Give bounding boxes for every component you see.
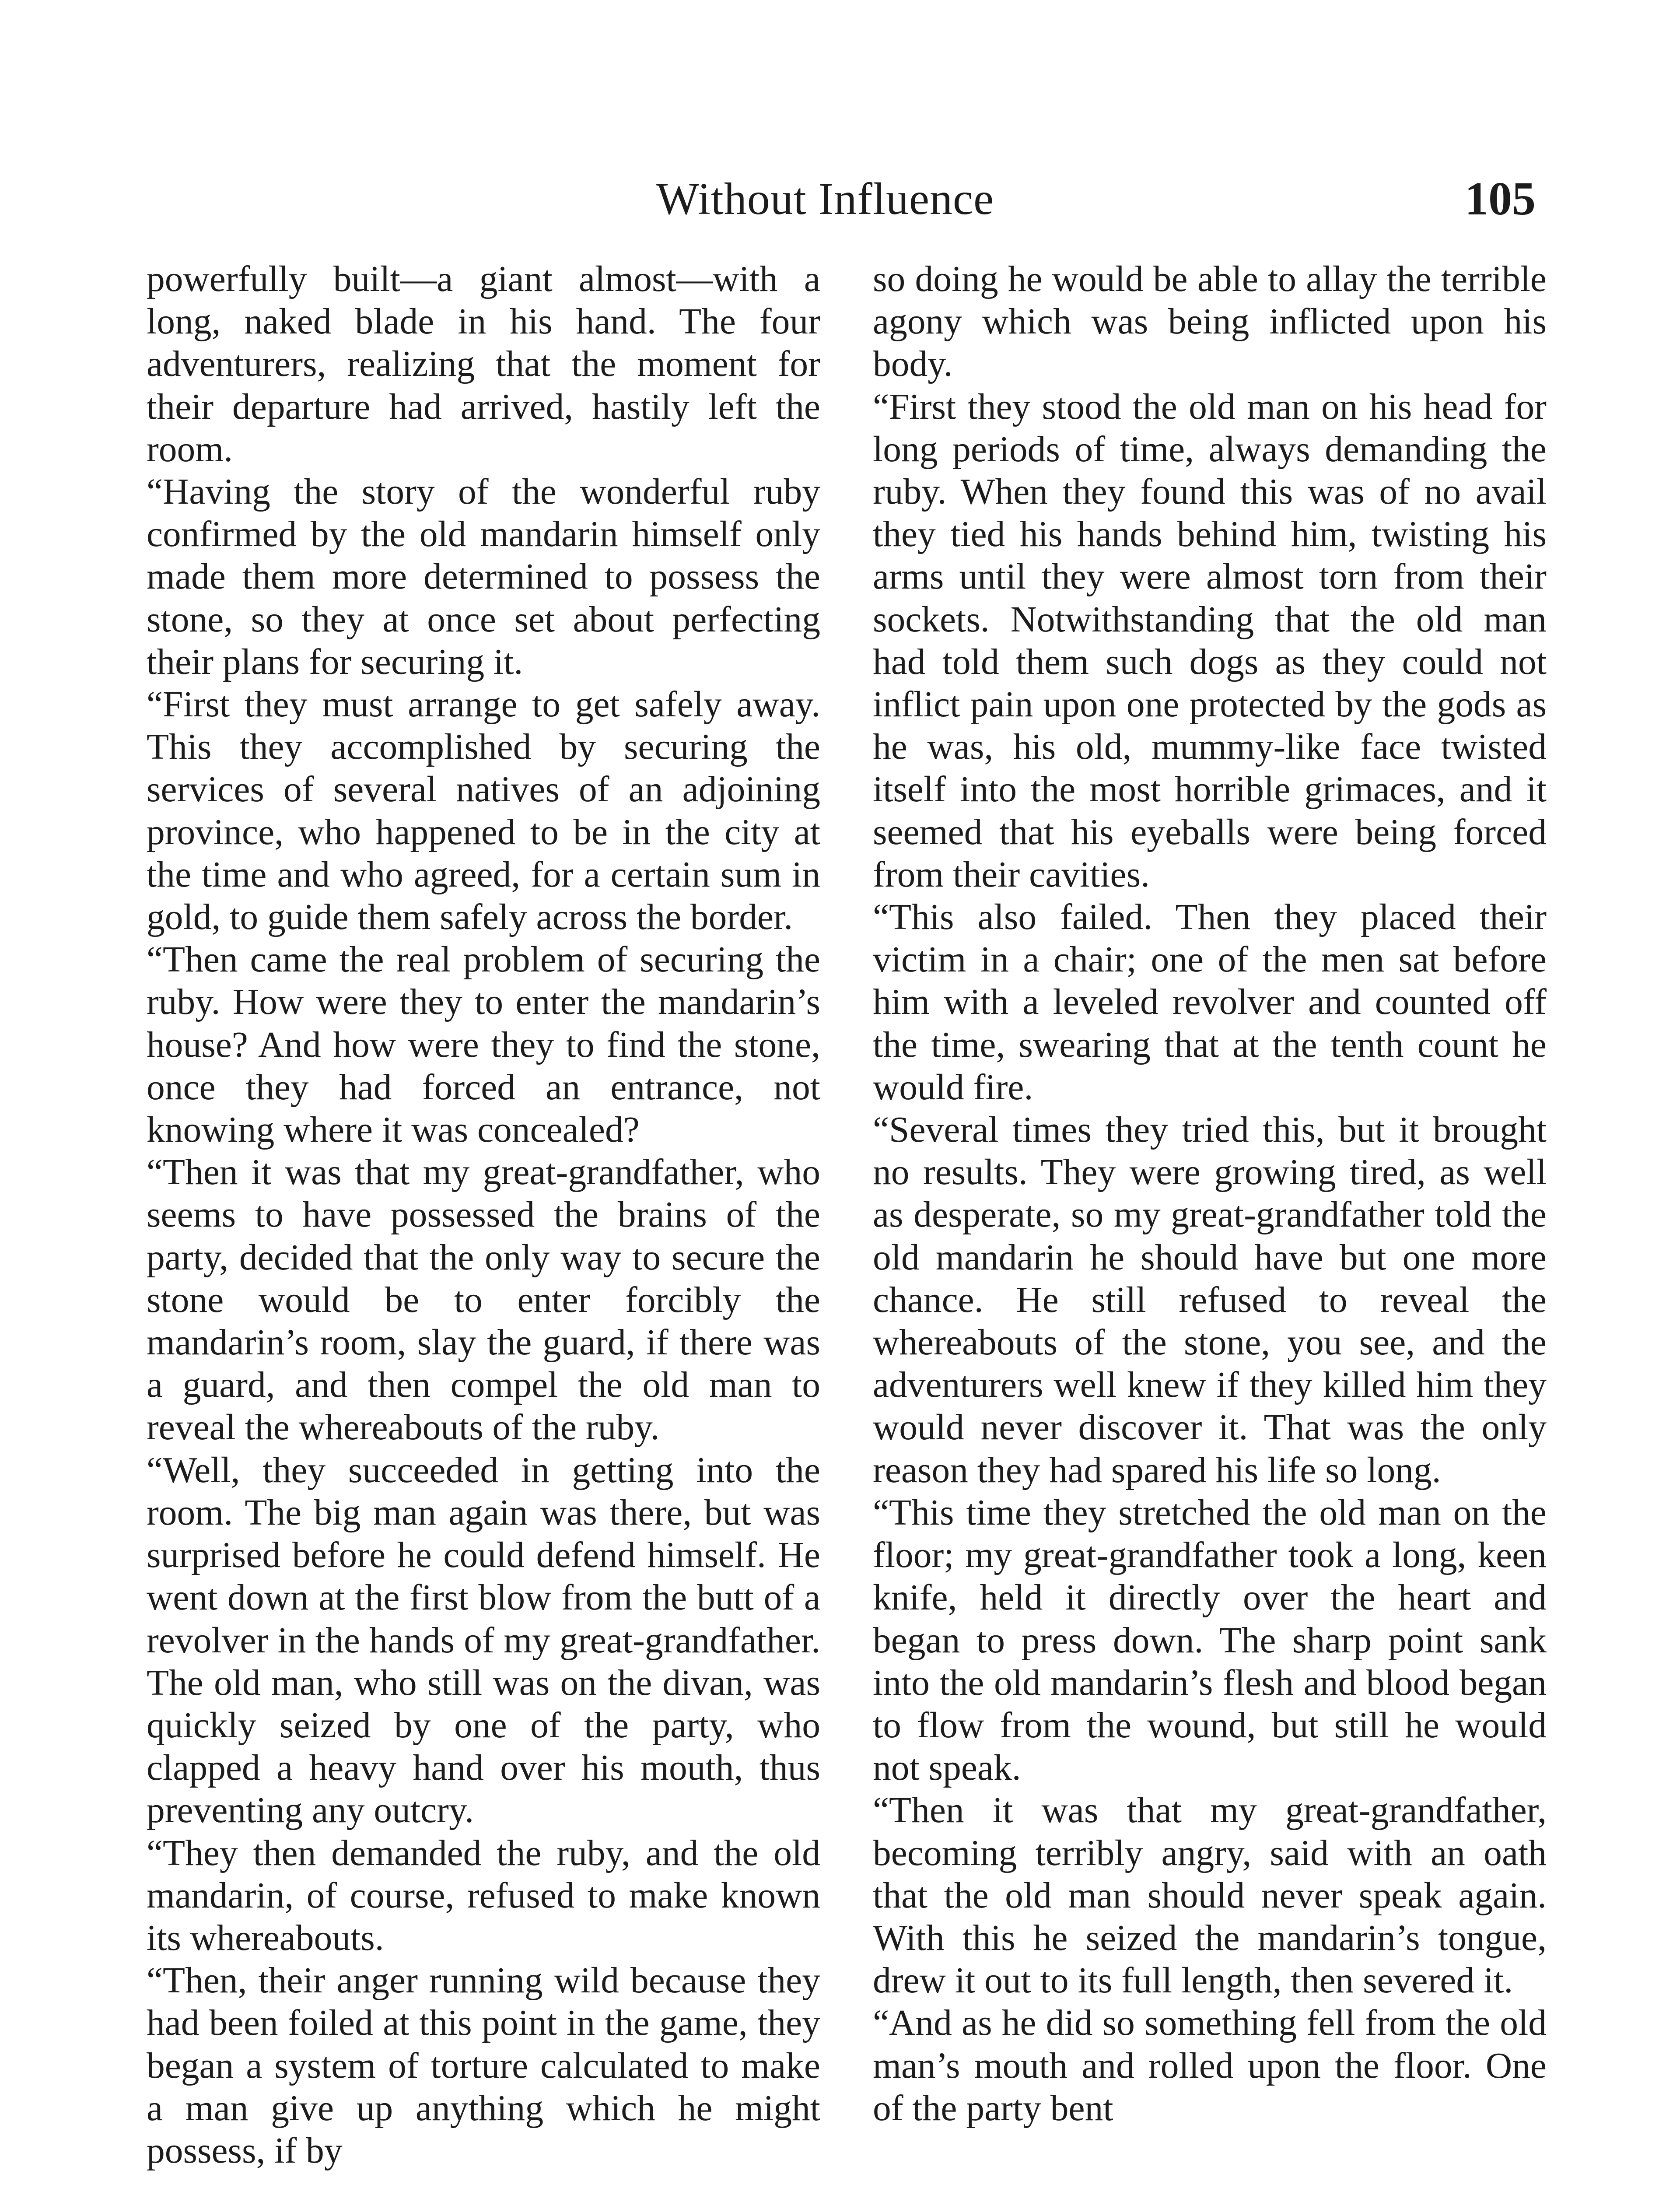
paragraph: “And as he did so something fell from the old man’s mouth and rolled upon the floor. One of the party bent [873,2003,1547,2128]
running-header [0,166,1680,232]
paragraph: powerfully built—a giant almost—with a long, naked blade in his hand. The four adventurers, realizing that the moment for their departure had arrived, hastily left the room. [147,259,820,470]
paragraph: “Having the story of the wonderful ruby confirmed by the old mandarin himself only made them more determined to possess the stone, so they at once set about perfecting their plans for securing it. [147,472,820,682]
running-title: Without Influence [656,174,994,224]
paragraph: “They then demanded the ruby, and the old mandarin, of course, refused to make known its whereabouts. [147,1833,820,1958]
page-number: 105 [1465,173,1536,225]
paragraph: “First they must arrange to get safely away. This they accomplished by securing the services of several natives of an adjoining province, who happened to be in the city at the time and who agreed, for a certain sum in gold, to guide them safely across the border. [147,684,820,938]
paragraph: “Then came the real problem of securing the ruby. How were they to enter the mandarin’s house? And how were they to find the stone, once they had forced an entrance, not knowing where it was concealed? [147,940,820,1150]
paragraph: “Then it was that my great-grandfather, becoming terribly angry, said with an oath that the old man should never speak again. With this he seized the mandarin’s tongue, drew it out to its full length, then severed it. [873,1790,1547,2001]
paragraph: so doing he would be able to allay the terrible agony which was being inflicted upon his body. [873,259,1547,385]
text-column-right [873,258,1547,2130]
paragraph: “Several times they tried this, but it brought no results. They were growing tired, as well as desperate, so my great-grandfather told the old mandarin he should have but one more chance. He still refused to reveal the whereabouts of the stone, you see, and the adventurers well knew if they killed him they would never discover it. That was the only reason they had spared his life so long. [873,1110,1547,1490]
paragraph: “This also failed. Then they placed their victim in a chair; one of the men sat before him with a leveled revolver and counted off the time, swearing that at the tenth count he would fire. [873,897,1547,1108]
paragraph: “Then it was that my great-grandfather, who seems to have possessed the brains of the party, decided that the only way to secure the stone would be to enter forcibly the mandarin’s room, slay the guard, if there was a guard, and then compel the old man to reveal the whereabouts of the ruby. [147,1152,820,1448]
paragraph: “Well, they succeeded in getting into the room. The big man again was there, but was surprised before he could defend himself. He went down at the first blow from the butt of a revolver in the hands of my great-grandfather. The old man, who still was on the divan, was quickly seized by one of the party, who clapped a heavy hand over his mouth, thus preventing any outcry. [147,1450,820,1831]
paragraph: “This time they stretched the old man on the floor; my great-grandfather took a long, keen knife, held it directly over the heart and began to press down. The sharp point sank into the old mandarin’s flesh and blood began to flow from the wound, but still he would not speak. [873,1492,1547,1788]
paragraph: “First they stood the old man on his head for long periods of time, always demanding the ruby. When they found this was of no avail they tied his hands behind him, twisting his arms until they were almost torn from their sockets. Notwithstanding that the old man had told them such dogs as they could not inflict pain upon one protected by the gods as he was, his old, mummy-like face twisted itself into the most horrible grimaces, and it seemed that his eyeballs were being forced from their cavities. [873,386,1547,895]
text-column-left [147,258,820,2172]
paragraph: “Then, their anger running wild because they had been foiled at this point in the game, they began a system of torture calculated to make a man give up anything which he might possess, if by [147,1960,820,2171]
